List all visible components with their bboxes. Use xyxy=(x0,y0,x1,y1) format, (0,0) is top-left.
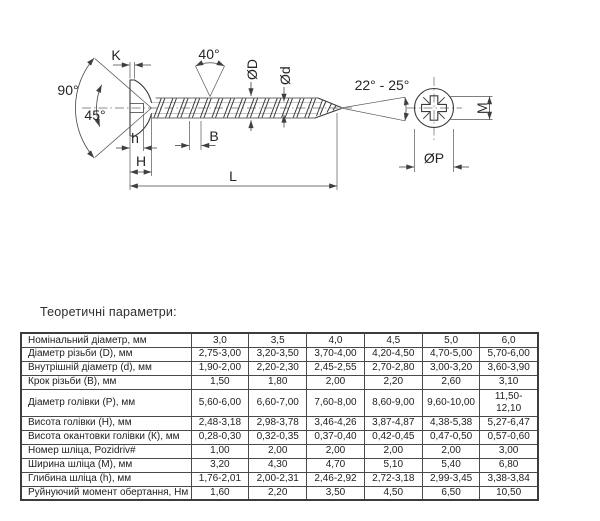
value-cell: 3,38-3,84 xyxy=(480,472,538,486)
row-label: Діаметр голівки (P), мм xyxy=(21,389,191,416)
value-cell: 4,70 xyxy=(307,458,365,472)
value-cell: 9,60-10,00 xyxy=(422,389,480,416)
value-cell: 1,50 xyxy=(191,375,249,389)
row-label: Внутрішній діаметр (d), мм xyxy=(21,361,191,375)
value-cell: 2,48-3,18 xyxy=(191,416,249,430)
row-label: Номінальний діаметр, мм xyxy=(21,333,191,347)
value-cell: 5,27-6,47 xyxy=(480,416,538,430)
row-label: Висота голівки (H), мм xyxy=(21,416,191,430)
value-cell: 5,60-6,00 xyxy=(191,389,249,416)
label-OD: ØD xyxy=(244,59,260,80)
table-row xyxy=(21,416,538,430)
value-cell: 2,00 xyxy=(249,444,307,458)
row-label: Діаметр різьби (D), мм xyxy=(21,347,191,361)
value-cell: 2,98-3,78 xyxy=(249,416,307,430)
value-cell: 5,40 xyxy=(422,458,480,472)
row-label: Глибина шліца (h), мм xyxy=(21,472,191,486)
value-cell: 5,10 xyxy=(364,458,422,472)
label-Od: Ød xyxy=(277,66,293,85)
value-cell: 0,42-0,45 xyxy=(364,430,422,444)
value-cell: 4,5 xyxy=(364,333,422,347)
value-cell: 3,20 xyxy=(191,458,249,472)
row-label: Крок різьби (B), мм xyxy=(21,375,191,389)
value-cell: 2,00 xyxy=(364,444,422,458)
dimension-40deg xyxy=(196,46,225,97)
row-label: Номер шліца, Pozidriv# xyxy=(21,444,191,458)
value-cell: 2,45-2,55 xyxy=(307,361,365,375)
value-cell: 2,20-2,30 xyxy=(249,361,307,375)
value-cell: 3,20-3,50 xyxy=(249,347,307,361)
value-cell: 4,0 xyxy=(307,333,365,347)
label-B: B xyxy=(209,128,219,144)
row-label: Ширина шліца (M), мм xyxy=(21,458,191,472)
value-cell: 4,30 xyxy=(249,458,307,472)
value-cell: 2,70-2,80 xyxy=(364,361,422,375)
value-cell: 2,00 xyxy=(422,444,480,458)
table-row xyxy=(21,430,538,444)
value-cell: 3,60-3,90 xyxy=(480,361,538,375)
value-cell: 0,47-0,50 xyxy=(422,430,480,444)
dimension-K xyxy=(111,47,151,79)
value-cell: 6,50 xyxy=(422,486,480,500)
value-cell: 4,50 xyxy=(364,486,422,500)
value-cell: 0,37-0,40 xyxy=(307,430,365,444)
value-cell: 3,10 xyxy=(480,375,538,389)
value-cell: 1,76-2,01 xyxy=(191,472,249,486)
value-cell: 2,00-2,31 xyxy=(249,472,307,486)
value-cell: 7,60-8,00 xyxy=(307,389,365,416)
value-cell: 1,90-2,00 xyxy=(191,361,249,375)
table-row xyxy=(21,458,538,472)
row-label: Висота окантовки голівки (К), мм xyxy=(21,430,191,444)
table-row xyxy=(21,389,538,416)
label-H: H xyxy=(135,153,147,169)
label-90deg: 90° xyxy=(57,82,79,98)
table-row xyxy=(21,444,538,458)
dimension-h xyxy=(116,114,157,152)
value-cell: 11,50-12,10 xyxy=(480,389,538,416)
label-M: M xyxy=(474,102,490,114)
value-cell: 5,70-6,00 xyxy=(480,347,538,361)
value-cell: 4,38-5,38 xyxy=(422,416,480,430)
value-cell: 2,72-3,18 xyxy=(364,472,422,486)
row-label: Руйнуючий момент обертання, Нм xyxy=(21,486,191,500)
value-cell: 2,99-3,45 xyxy=(422,472,480,486)
value-cell: 6,80 xyxy=(480,458,538,472)
value-cell: 3,50 xyxy=(307,486,365,500)
table-row xyxy=(21,486,538,500)
value-cell: 3,00 xyxy=(480,444,538,458)
value-cell: 0,28-0,30 xyxy=(191,430,249,444)
label-tip-angle: 22° - 25° xyxy=(354,77,410,93)
value-cell: 3,00-3,20 xyxy=(422,361,480,375)
value-cell: 2,20 xyxy=(249,486,307,500)
value-cell: 1,00 xyxy=(191,444,249,458)
table-row xyxy=(21,375,538,389)
dimension-tip-angle xyxy=(341,77,409,121)
table-row xyxy=(21,347,538,361)
table-row xyxy=(21,361,538,375)
value-cell: 3,87-4,87 xyxy=(364,416,422,430)
parameters-table-body xyxy=(21,333,538,500)
value-cell: 2,00 xyxy=(307,444,365,458)
label-40deg: 40° xyxy=(198,46,220,62)
value-cell: 1,80 xyxy=(249,375,307,389)
label-45deg: 45° xyxy=(84,107,106,123)
value-cell: 5,0 xyxy=(422,333,480,347)
value-cell: 4,20-4,50 xyxy=(364,347,422,361)
dimension-OD xyxy=(244,59,260,131)
value-cell: 4,70-5,00 xyxy=(422,347,480,361)
value-cell: 2,00 xyxy=(307,375,365,389)
dimension-L xyxy=(130,113,337,190)
dimension-B xyxy=(175,121,219,150)
value-cell: 3,0 xyxy=(191,333,249,347)
value-cell: 6,0 xyxy=(480,333,538,347)
value-cell: 0,57-0,60 xyxy=(480,430,538,444)
value-cell: 2,75-3,00 xyxy=(191,347,249,361)
label-OP: ØP xyxy=(423,150,445,166)
value-cell: 3,70-4,00 xyxy=(307,347,365,361)
label-L: L xyxy=(229,168,237,184)
table-row xyxy=(21,472,538,486)
page-title: Теоретичні параметри: xyxy=(40,305,177,319)
value-cell: 1,60 xyxy=(191,486,249,500)
table-row xyxy=(21,333,538,347)
value-cell: 2,60 xyxy=(422,375,480,389)
parameters-table xyxy=(20,332,539,501)
dimension-45deg xyxy=(84,85,105,127)
value-cell: 2,20 xyxy=(364,375,422,389)
value-cell: 2,46-2,92 xyxy=(307,472,365,486)
label-h: h xyxy=(131,130,139,146)
dimension-H xyxy=(130,115,152,190)
value-cell: 3,46-4,26 xyxy=(307,416,365,430)
value-cell: 8,60-9,00 xyxy=(364,389,422,416)
value-cell: 0,32-0,35 xyxy=(249,430,307,444)
value-cell: 3,5 xyxy=(249,333,307,347)
value-cell: 6,60-7,00 xyxy=(249,389,307,416)
value-cell: 10,50 xyxy=(480,486,538,500)
label-K: K xyxy=(111,47,121,63)
